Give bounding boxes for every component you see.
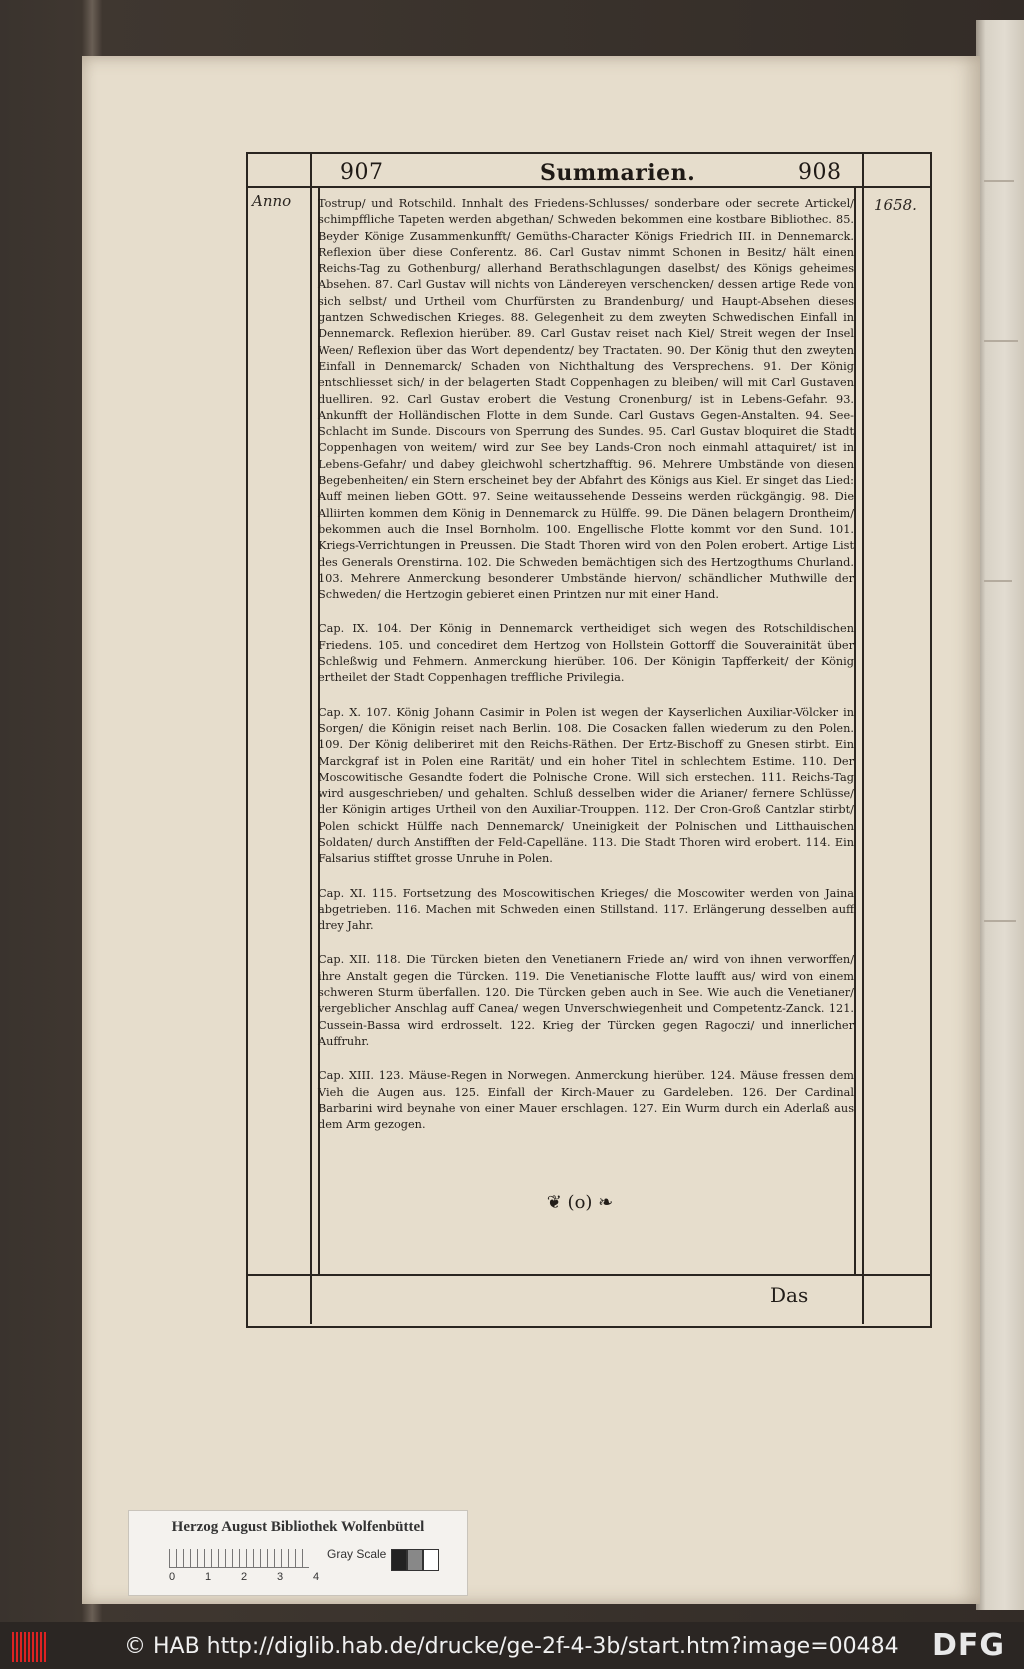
facing-page-edge <box>976 20 1024 1610</box>
catchword: Das <box>770 1283 809 1307</box>
running-title: Summarien. <box>540 160 696 186</box>
measurement-ruler <box>169 1549 309 1568</box>
barcode-icon <box>12 1632 46 1662</box>
ruler-number: 2 <box>241 1571 248 1583</box>
inner-right-rule <box>854 188 856 1274</box>
ruler-number: 0 <box>169 1571 176 1583</box>
gray-swatch-black <box>391 1549 407 1571</box>
dfg-logo: DFG <box>932 1628 1006 1663</box>
paragraph-cap-xii: Cap. XII. 118. Die Türcken bieten den Venetianern Friede an/ wird von ihnen verworffen/ ihre Anstalt gegen die Türcken. 119. Die Venetianische Flotte laufft aus/ wird von einem schweren Sturm überfallen. 120. Die Türcken geben auch in See. Wie auch die Venetianer/ vergeblicher Anschlag auff Canea/ wegen Unverschwiegenheit und Competentz-Zanck. 121. Cussein-Bassa wird erdrosselt. 122. Krieg der Türcken gegen Ragoczi/ und innerlicher Auffruhr. <box>318 953 854 1048</box>
library-name: Herzog August Bibliothek Wolfenbüttel <box>171 1519 425 1535</box>
ruler-number: 3 <box>277 1571 284 1583</box>
header-rule <box>246 186 932 188</box>
margin-anno: Anno <box>252 192 292 210</box>
paragraph-cap-ix: Cap. IX. 104. Der König in Dennemarck vertheidiget sich wegen des Rotschildischen Friedens. 105. und concediret dem Hertzog von Hollstein Gottorff die Souverainität über Schleßwig und Fehmern. Anmerckung hierüber. 106. Der Königin Tapfferkeit/ der König ertheilet der Stadt Coppenhagen treffliche Privilegia. <box>318 622 854 685</box>
page-number-right: 908 <box>798 160 842 185</box>
paragraph-cap-xiii: Cap. XIII. 123. Mäuse-Regen in Norwegen. Anmerckung hierüber. 124. Mäuse fressen dem Vieh die Augen aus. 125. Einfall der Kirch-Mauer zu Gardeleben. 126. Der Cardinal Barbarini wird beynahe von einer Mauer erschlagen. 127. Ein Wurm durch ein Aderlaß aus dem Arm gezogen. <box>318 1069 854 1132</box>
printers-ornament: ❦ (o) ❧ <box>546 1192 614 1213</box>
left-column-rule <box>310 152 312 1324</box>
page-number-left: 907 <box>340 160 384 185</box>
paragraph-cap-xi: Cap. XI. 115. Fortsetzung des Moscowitischen Krieges/ die Moscowiter werden von Jaina abgetrieben. 116. Machen mit Schweden einen Stillstand. 117. Erlängerung desselben auff drey Jahr. <box>318 886 854 933</box>
gray-scale-label: Gray Scale <box>327 1547 387 1561</box>
margin-year: 1658. <box>874 196 917 214</box>
ruler-number: 1 <box>205 1571 212 1583</box>
bottom-rule <box>246 1274 932 1276</box>
gray-swatch-white <box>423 1549 439 1571</box>
copyright-url[interactable]: © HAB http://diglib.hab.de/drucke/ge-2f-4-3b/start.htm?image=00484 <box>124 1634 899 1659</box>
summary-text <box>318 196 854 1151</box>
paragraph-cap-x: Cap. X. 107. König Johann Casimir in Polen ist wegen der Kayserlichen Auxiliar-Völcker in Sorgen/ die Königin reiset nach Berlin. 108. Die Cosacken fallen wiederum zu den Polen. 109. Der König deliberiret mit den Reichs-Räthen. Der Ertz-Bischoff zu Gnesen stirbt. Ein Marckgraf ist in Polen eine Rarität/ und ein hoher Titel in schlechtem Estime. 110. Der Moscowitische Gesandte fodert die Polnische Crone. Will sich erstechen. 111. Reichs-Tag wird ausgeschrieben/ und gehalten. Schluß desselben wider die Arianer/ fernere Schlüsse/ der Königin artiges Urtheil von den Auxiliar-Trouppen. 112. Der Cron-Groß Cantzlar stirbt/ Polen schickt Hülffe nach Dennemarck/ Uneinigkeit der Polnischen und Litthauischen Soldaten/ durch Anstifften der Feld-Capelläne. 113. Die Stadt Thoren wird erobert. 114. Ein Falsarius stifftet grosse Unruhe in Polen. <box>318 705 854 866</box>
paragraph-cap-viii: Tostrup/ und Rotschild. Innhalt des Friedens-Schlusses/ sonderbare oder secrete Artickel/ schimpffliche Tapeten werden abgethan/ Schweden bekommen eine kostbare Bibliothec. 85. Beyder Könige Zusammenkunfft/ Gemüths-Character Königs Friedrich III. in Dennemarck. Reflexion über diese Conferentz. 86. Carl Gustav nimmt Schonen in Besitz/ hält einen Reichs-Tag zu Gothenburg/ allerhand Berathschlagungen daselbst/ des Königs geheimes Absehen. 87. Carl Gustav will nichts von Ländereyen verschencken/ dessen artige Rede von sich selbst/ und Urtheil vom Churfürsten zu Brandenburg/ und Haupt-Absehen dieses gantzen Schwedischen Krieges. 88. Gelegenheit zu dem zweyten Schwedischen Einfall in Dennemarck. Reflexion hierüber. 89. Carl Gustav reiset nach Kiel/ Streit wegen der Insel Ween/ Reflexion über das Wort dependentz/ bey Tractaten. 90. Der König thut den zweyten Einfall in Dennemarck/ Schaden von Nichthaltung des Versprechens. 91. Der König entschliesset sich/ in der belagerten Stadt Coppenhagen zu bleiben/ will mit Carl Gustaven duelliren. 92. Carl Gustav erobert die Vestung Cronenburg/ ist in Lebens-Gefahr. 93. Ankunfft der Holländischen Flotte in dem Sunde. Carl Gustavs Gegen-Anstalten. 94. See-Schlacht im Sunde. Discours von Sperrung des Sundes. 95. Carl Gustav bloquiret die Stadt Coppenhagen von weitem/ wird zur See bey Lands-Cron noch einmahl attaquiret/ ist in Lebens-Gefahr/ und dabey gleichwohl schertzhafftig. 96. Mehrere Umbstände von diesen Begebenheiten/ ein Stern erscheinet bey der Abfahrt des Königs aus Kiel. Er singet das Lied: Auff meinen lieben GOtt. 97. Seine weitaussehende Desseins werden rückgängig. 98. Die Alliirten kommen dem König in Dennemarck zu Hülffe. 99. Die Dänen belagern Drontheim/ bekommen auch die Insel Bornholm. 100. Engellische Flotte kommt vor den Sund. 101. Kriegs-Verrichtungen in Preussen. Die Stadt Thoren wird von den Polen erobert. Artige List des Generals Orenstirna. 102. Die Schweden bemächtigen sich des Hertzogthums Churland. 103. Mehrere Anmerckung besonderer Umbstände hiervon/ schändlicher Muthwille der Schweden/ die Hertzogin gebieret einen Printzen nur mit einer Hand. <box>318 197 854 602</box>
right-column-rule <box>862 152 864 1324</box>
ruler-number: 4 <box>313 1571 320 1583</box>
gray-swatch-mid <box>407 1549 423 1571</box>
library-label <box>128 1510 468 1596</box>
